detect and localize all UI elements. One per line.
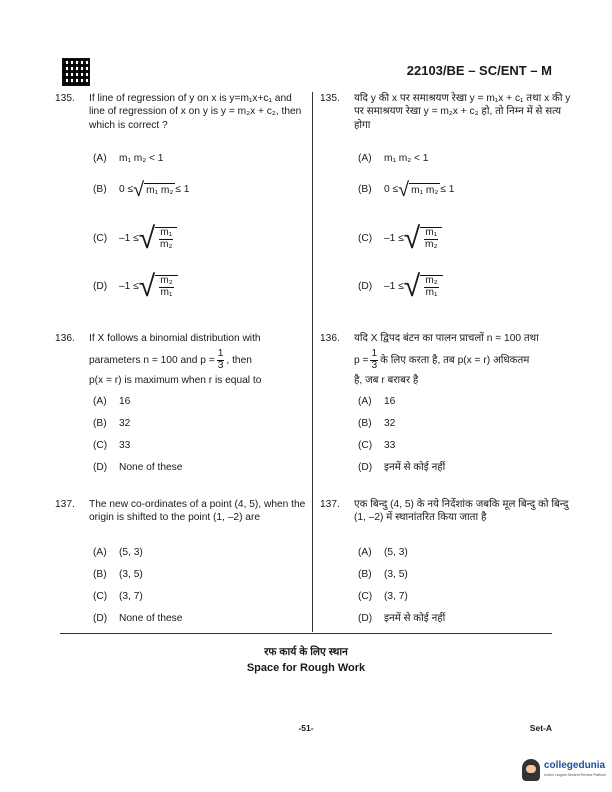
option-d[interactable]: (D) –1 ≤ √ $\frac{\text{m₂}}{\text{m₁}}$ bbox=[93, 272, 178, 302]
question-text: If line of regression of y on x is y=m₁x+c₁ and line of regression of x on y is y = m₂x + c₂, then which is correct ? bbox=[89, 93, 302, 131]
question-137: 137. एक बिन्दु (4, 5) के नये निर्देशांक जबकि मूल बिन्दु को बिन्दु (1, –2) में स्थानांतरित किया जाता है bbox=[320, 499, 569, 524]
option-a[interactable]: (A) 16 bbox=[93, 396, 131, 407]
option-a[interactable]: (A) m₁ m₂ < 1 bbox=[93, 153, 164, 164]
option-d[interactable]: (D) None of these bbox=[93, 613, 183, 624]
option-c[interactable]: (C) –1 ≤ √ $\frac{\text{m₁}}{\text{m₂}}$ bbox=[93, 224, 177, 254]
barcode bbox=[62, 58, 90, 86]
question-136: 136. यदि X द्विपद बंटन का पालन प्राचलों n = 100 तथा p = $\frac{1}{3}$ के लिए करता है, तब p(x = r) अधिकतम है, जब r बराबर है bbox=[320, 333, 539, 386]
sqrt-fraction: √ $\frac{\text{m₂}}{\text{m₁}}$ bbox=[404, 272, 443, 302]
option-c[interactable]: (C) (3, 7) bbox=[93, 591, 143, 602]
fraction: $\frac{1}{3}$ bbox=[371, 348, 378, 371]
option-c[interactable]: (C) 33 bbox=[93, 440, 131, 451]
option-b[interactable]: (B) 0 ≤ √ m₁ m₂ ≤ 1 bbox=[358, 179, 455, 201]
option-b[interactable]: (B) (3, 5) bbox=[358, 569, 408, 580]
option-d[interactable]: (D) इनमें से कोई नहीं bbox=[358, 613, 446, 624]
option-a[interactable]: (A) m₁ m₂ < 1 bbox=[358, 153, 429, 164]
paper-code: 22103/BE – SC/ENT – M bbox=[406, 63, 552, 78]
sqrt-fraction: √ $\frac{\text{m₁}}{\text{m₂}}$ bbox=[139, 224, 177, 254]
option-a[interactable]: (A) 16 bbox=[358, 396, 396, 407]
question-135 bbox=[55, 92, 309, 132]
rough-work-title-hindi: रफ कार्य के लिए स्थान bbox=[264, 646, 348, 658]
fraction: $\frac{1}{3}$ bbox=[217, 348, 224, 371]
mascot-icon bbox=[522, 759, 540, 781]
option-c[interactable]: (C) 33 bbox=[358, 440, 396, 451]
option-b[interactable]: (B) 0 ≤ √ m₁ m₂ ≤ 1 bbox=[93, 179, 190, 201]
option-b[interactable]: (B) 32 bbox=[93, 418, 131, 429]
column-divider bbox=[312, 92, 313, 632]
option-d[interactable]: (D) इनमें से कोई नहीं bbox=[358, 462, 446, 473]
option-b[interactable]: (B) (3, 5) bbox=[93, 569, 143, 580]
collegedunia-logo: collegedunia India's Largest Student Review Platform bbox=[522, 756, 608, 786]
option-d[interactable]: (D) None of these bbox=[93, 462, 183, 473]
question-number: 135. bbox=[55, 93, 75, 104]
option-c[interactable]: (C) –1 ≤ √ $\frac{\text{m₁}}{\text{m₂}}$ bbox=[358, 224, 442, 254]
question-136: 136. If X follows a binomial distribution with parameters n = 100 and p = $\frac{1}{3}$ , then p(x = r) is maximum when r is equal to bbox=[55, 333, 262, 386]
option-b[interactable]: (B) 32 bbox=[358, 418, 396, 429]
option-a[interactable]: (A) (5, 3) bbox=[358, 547, 408, 558]
sqrt-expression: √ m₁ m₂ bbox=[133, 179, 174, 201]
sqrt-expression: √ m₁ m₂ bbox=[398, 179, 439, 201]
option-a[interactable]: (A) (5, 3) bbox=[93, 547, 143, 558]
option-c[interactable]: (C) (3, 7) bbox=[358, 591, 408, 602]
set-label: Set-A bbox=[529, 723, 552, 733]
sqrt-fraction: √ $\frac{\text{m₁}}{\text{m₂}}$ bbox=[404, 224, 442, 254]
page-number: -51- bbox=[298, 723, 314, 733]
sqrt-fraction: √ $\frac{\text{m₂}}{\text{m₁}}$ bbox=[139, 272, 178, 302]
question-137: 137. The new co-ordinates of a point (4, 5), when the origin is shifted to the point (1, –2) are bbox=[55, 499, 306, 524]
rough-work-title: Space for Rough Work bbox=[246, 662, 366, 674]
question-135: 135. यदि y की x पर समाश्रयण रेखा y = m₁x + c₁ तथा x की y पर समाश्रयण रेखा y = m₂x + c₂ हो, तो निम्न में से सत्य होगा bbox=[320, 93, 571, 131]
option-d[interactable]: (D) –1 ≤ √ $\frac{\text{m₂}}{\text{m₁}}$ bbox=[358, 272, 443, 302]
rough-work-divider bbox=[60, 633, 552, 634]
